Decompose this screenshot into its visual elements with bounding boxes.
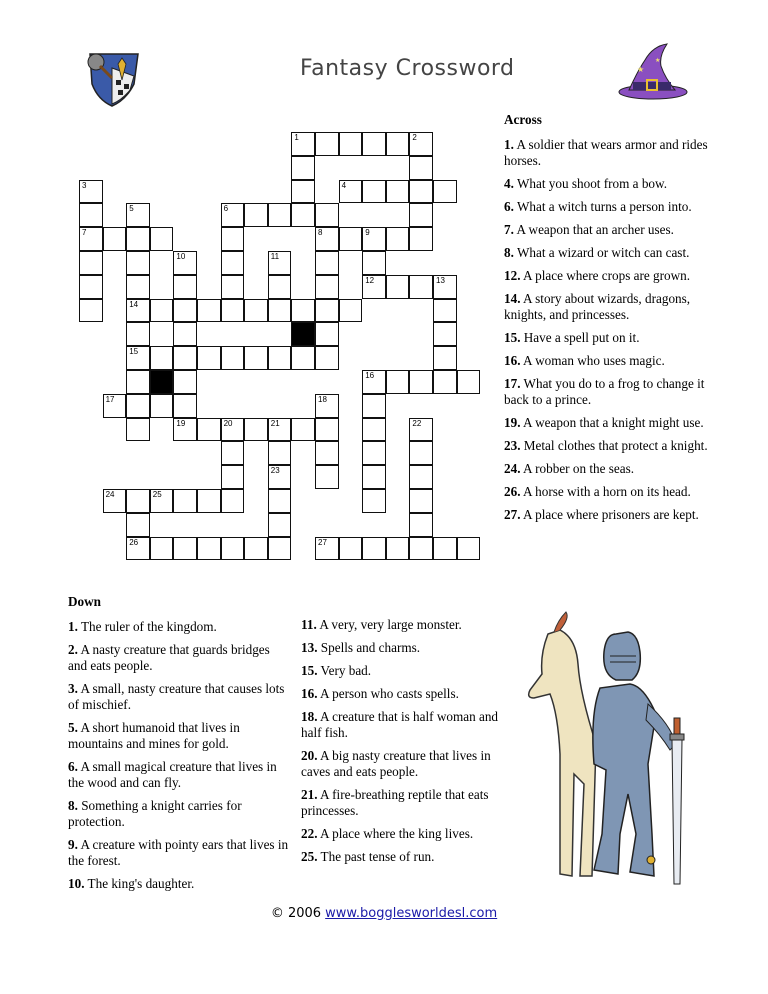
- cell-number: 4: [341, 180, 347, 190]
- clue-text: A weapon that a knight might use.: [520, 415, 704, 430]
- grid-cell[interactable]: [291, 156, 315, 180]
- clue-text: What you do to a frog to change it back to a prince.: [504, 376, 705, 407]
- grid-cell[interactable]: [103, 394, 127, 418]
- grid-cell[interactable]: [268, 489, 292, 513]
- clue-number: 16.: [504, 353, 521, 368]
- grid-cell[interactable]: [244, 346, 268, 370]
- grid-cell[interactable]: [150, 299, 174, 323]
- grid-cell[interactable]: [173, 370, 197, 394]
- clue-text: What a witch turns a person into.: [513, 199, 692, 214]
- grid-cell[interactable]: [339, 132, 363, 156]
- clue-text: A story about wizards, dragons, knights, and princesses.: [504, 291, 691, 322]
- grid-cell[interactable]: [433, 346, 457, 370]
- grid-cell[interactable]: [339, 227, 363, 251]
- grid-cell[interactable]: [409, 227, 433, 251]
- grid-cell[interactable]: [457, 537, 481, 561]
- clue-text: A creature that is half woman and half fish.: [301, 709, 499, 740]
- clue-number: 3.: [68, 681, 78, 696]
- page-title: Fantasy Crossword: [300, 56, 515, 81]
- clue-item: [301, 787, 513, 819]
- cell-number: 26: [129, 537, 139, 547]
- grid-cell[interactable]: [197, 346, 221, 370]
- grid-cell[interactable]: [221, 299, 245, 323]
- clue-text: The ruler of the kingdom.: [77, 619, 217, 634]
- grid-cell[interactable]: [362, 227, 386, 251]
- clue-item: [301, 826, 513, 842]
- grid-cell[interactable]: [362, 465, 386, 489]
- grid-cell[interactable]: [339, 537, 363, 561]
- across-clues: [504, 112, 714, 530]
- grid-cell[interactable]: [197, 299, 221, 323]
- clue-text: A place where prisoners are kept.: [520, 507, 699, 522]
- clue-number: 5.: [68, 720, 78, 735]
- grid-cell[interactable]: [409, 465, 433, 489]
- clue-item: [68, 759, 290, 791]
- grid-cell[interactable]: [457, 370, 481, 394]
- grid-cell[interactable]: [409, 132, 433, 156]
- grid-cell[interactable]: [221, 346, 245, 370]
- grid-cell[interactable]: [362, 441, 386, 465]
- grid-cell[interactable]: [221, 227, 245, 251]
- grid-cell[interactable]: [409, 275, 433, 299]
- clue-number: 2.: [68, 642, 78, 657]
- grid-cell[interactable]: [150, 346, 174, 370]
- grid-cell[interactable]: [126, 203, 150, 227]
- grid-cell[interactable]: [221, 275, 245, 299]
- grid-cell[interactable]: [386, 132, 410, 156]
- grid-cell[interactable]: [126, 513, 150, 537]
- clue-text: A big nasty creature that lives in caves and eats people.: [301, 748, 491, 779]
- clue-number: 22.: [301, 826, 318, 841]
- grid-cell[interactable]: [268, 418, 292, 442]
- cell-number: 3: [82, 180, 87, 190]
- clue-number: 8.: [504, 245, 514, 260]
- grid-cell[interactable]: [221, 465, 245, 489]
- grid-cell[interactable]: [173, 299, 197, 323]
- clue-text: Very bad.: [317, 663, 372, 678]
- grid-cell[interactable]: [315, 299, 339, 323]
- cell-number: 13: [436, 275, 445, 285]
- knight-illustration: [520, 594, 720, 894]
- clue-item: [504, 415, 714, 431]
- clue-text: The king's daughter.: [84, 876, 195, 891]
- grid-cell[interactable]: [150, 537, 174, 561]
- grid-cell[interactable]: [315, 465, 339, 489]
- cell-number: 18: [318, 394, 327, 404]
- clue-number: 15.: [504, 330, 521, 345]
- clue-text: A weapon that an archer uses.: [513, 222, 674, 237]
- clue-text: A nasty creature that guards bridges and eats people.: [68, 642, 270, 673]
- clue-text: A creature with pointy ears that lives in the forest.: [68, 837, 289, 868]
- cell-number: 15: [129, 347, 139, 357]
- grid-cell[interactable]: [126, 489, 150, 513]
- across-heading: Across: [504, 112, 542, 127]
- cell-number: 6: [223, 204, 229, 214]
- clue-number: 25.: [301, 849, 318, 864]
- grid-cell[interactable]: [244, 418, 268, 442]
- clue-item: [68, 720, 290, 752]
- clue-text: A woman who uses magic.: [520, 353, 665, 368]
- grid-cell[interactable]: [126, 370, 150, 394]
- grid-cell[interactable]: [291, 203, 315, 227]
- clue-text: What a wizard or witch can cast.: [513, 245, 690, 260]
- clue-text: A horse with a horn on its head.: [520, 484, 691, 499]
- cell-number: 2: [412, 133, 417, 142]
- clue-text: Have a spell put on it.: [520, 330, 640, 345]
- clue-text: Something a knight carries for protection.: [68, 798, 242, 829]
- cell-number: 10: [176, 252, 186, 261]
- cell-number: 17: [105, 394, 115, 404]
- clue-item: [504, 176, 714, 192]
- grid-cell[interactable]: [433, 322, 457, 346]
- svg-text:★: ★: [637, 65, 645, 74]
- grid-cell[interactable]: [362, 489, 386, 513]
- grid-cell[interactable]: [268, 441, 292, 465]
- grid-cell[interactable]: [126, 275, 150, 299]
- clue-item: [504, 461, 714, 477]
- cell-number: 1: [294, 133, 299, 142]
- clue-text: A place where crops are grown.: [520, 268, 691, 283]
- clue-number: 14.: [504, 291, 521, 306]
- cell-number: 8: [318, 228, 323, 238]
- clue-item: [301, 709, 513, 741]
- clue-item: [504, 245, 714, 261]
- grid-cell[interactable]: [339, 180, 363, 204]
- clue-item: [504, 137, 714, 169]
- clue-number: 9.: [68, 837, 78, 852]
- clue-item: [504, 268, 714, 284]
- clue-number: 13.: [301, 640, 318, 655]
- grid-cell[interactable]: [362, 537, 386, 561]
- clue-number: 26.: [504, 484, 521, 499]
- clue-item: [68, 642, 290, 674]
- grid-cell[interactable]: [173, 394, 197, 418]
- grid-cell[interactable]: [173, 346, 197, 370]
- clue-text: Metal clothes that protect a knight.: [520, 438, 708, 453]
- clue-number: 6.: [68, 759, 78, 774]
- clue-number: 27.: [504, 507, 521, 522]
- black-cell: [291, 322, 315, 346]
- clue-number: 18.: [301, 709, 318, 724]
- grid-cell[interactable]: [315, 275, 339, 299]
- grid-cell[interactable]: [291, 346, 315, 370]
- grid-cell[interactable]: [268, 251, 292, 275]
- grid-cell[interactable]: [126, 227, 150, 251]
- grid-cell[interactable]: [362, 251, 386, 275]
- clue-item: [504, 199, 714, 215]
- clue-item: [68, 681, 290, 713]
- grid-cell[interactable]: [315, 251, 339, 275]
- clue-item: [504, 376, 714, 408]
- grid-cell[interactable]: [409, 180, 433, 204]
- grid-cell[interactable]: [79, 275, 103, 299]
- cell-number: 25: [152, 490, 162, 499]
- clue-item: [68, 876, 290, 892]
- cell-number: 5: [129, 204, 134, 214]
- grid-cell[interactable]: [362, 394, 386, 418]
- grid-cell[interactable]: [433, 275, 457, 299]
- grid-cell[interactable]: [244, 299, 268, 323]
- down-clues-col2: [301, 617, 513, 872]
- grid-cell[interactable]: [173, 537, 197, 561]
- clue-text: A robber on the seas.: [520, 461, 635, 476]
- cell-number: 27: [318, 537, 327, 547]
- grid-cell[interactable]: [362, 132, 386, 156]
- grid-cell[interactable]: [362, 180, 386, 204]
- cell-number: 23: [270, 466, 280, 476]
- clue-item: [301, 686, 513, 702]
- grid-cell[interactable]: [315, 394, 339, 418]
- grid-cell[interactable]: [433, 299, 457, 323]
- grid-cell[interactable]: [362, 370, 386, 394]
- clue-item: [504, 291, 714, 323]
- website-link[interactable]: www.bogglesworldesl.com: [325, 906, 498, 921]
- grid-cell[interactable]: [197, 418, 221, 442]
- grid-cell[interactable]: [291, 418, 315, 442]
- grid-cell[interactable]: [386, 275, 410, 299]
- grid-cell[interactable]: [173, 489, 197, 513]
- clue-item: [301, 640, 513, 656]
- clue-text: A soldier that wears armor and rides horses.: [504, 137, 708, 168]
- grid-cell[interactable]: [291, 299, 315, 323]
- grid-cell[interactable]: [268, 465, 292, 489]
- svg-text:★: ★: [655, 58, 661, 64]
- grid-cell[interactable]: [433, 180, 457, 204]
- copyright-text: © 2006: [270, 906, 326, 921]
- grid-cell[interactable]: [315, 441, 339, 465]
- cell-number: 20: [223, 418, 233, 428]
- grid-cell[interactable]: [315, 203, 339, 227]
- grid-cell[interactable]: [409, 156, 433, 180]
- clue-text: The past tense of run.: [317, 849, 435, 864]
- clue-number: 10.: [68, 876, 85, 891]
- cell-number: 24: [105, 490, 115, 499]
- grid-cell[interactable]: [244, 203, 268, 227]
- grid-cell[interactable]: [409, 441, 433, 465]
- grid-cell[interactable]: [150, 394, 174, 418]
- grid-cell[interactable]: [409, 418, 433, 442]
- grid-cell[interactable]: [221, 203, 245, 227]
- grid-cell[interactable]: [221, 537, 245, 561]
- grid-cell[interactable]: [409, 203, 433, 227]
- grid-cell[interactable]: [79, 251, 103, 275]
- clue-item: [68, 837, 290, 869]
- grid-cell[interactable]: [291, 180, 315, 204]
- grid-cell[interactable]: [362, 275, 386, 299]
- cell-number: 11: [270, 252, 280, 261]
- grid-cell[interactable]: [409, 537, 433, 561]
- grid-cell[interactable]: [268, 513, 292, 537]
- grid-cell[interactable]: [79, 203, 103, 227]
- clue-number: 16.: [301, 686, 318, 701]
- clue-text: What you shoot from a bow.: [513, 176, 667, 191]
- grid-cell[interactable]: [221, 489, 245, 513]
- grid-cell[interactable]: [362, 418, 386, 442]
- grid-cell[interactable]: [268, 275, 292, 299]
- clue-number: 23.: [504, 438, 521, 453]
- clue-item: [301, 663, 513, 679]
- grid-cell[interactable]: [173, 251, 197, 275]
- grid-cell[interactable]: [221, 418, 245, 442]
- grid-cell[interactable]: [409, 370, 433, 394]
- footer: [0, 906, 768, 921]
- grid-cell[interactable]: [315, 132, 339, 156]
- clue-number: 11.: [301, 617, 317, 632]
- grid-cell[interactable]: [386, 227, 410, 251]
- clue-text: A small magical creature that lives in the wood and can fly.: [68, 759, 277, 790]
- clue-text: A short humanoid that lives in mountains and mines for gold.: [68, 720, 240, 751]
- grid-cell[interactable]: [268, 346, 292, 370]
- clue-number: 7.: [504, 222, 514, 237]
- clue-item: [301, 617, 513, 633]
- cell-number: 21: [270, 418, 280, 428]
- grid-cell[interactable]: [150, 489, 174, 513]
- black-cell: [150, 370, 174, 394]
- grid-cell[interactable]: [409, 513, 433, 537]
- clue-text: A fire-breathing reptile that eats princesses.: [301, 787, 489, 818]
- grid-cell[interactable]: [315, 418, 339, 442]
- grid-cell[interactable]: [268, 537, 292, 561]
- cell-number: 19: [176, 418, 186, 428]
- grid-cell[interactable]: [315, 537, 339, 561]
- grid-cell[interactable]: [126, 251, 150, 275]
- grid-cell[interactable]: [386, 180, 410, 204]
- cell-number: 22: [412, 418, 422, 428]
- down-heading: Down: [68, 594, 101, 609]
- grid-cell[interactable]: [126, 537, 150, 561]
- grid-cell[interactable]: [315, 346, 339, 370]
- clue-text: A place where the king lives.: [317, 826, 474, 841]
- clue-item: [504, 330, 714, 346]
- grid-cell[interactable]: [197, 489, 221, 513]
- clue-item: [68, 798, 290, 830]
- grid-cell[interactable]: [173, 418, 197, 442]
- clue-number: 6.: [504, 199, 514, 214]
- grid-cell[interactable]: [173, 275, 197, 299]
- clue-item: [301, 748, 513, 780]
- clue-item: [68, 619, 290, 635]
- clue-item: [504, 438, 714, 454]
- clue-number: 15.: [301, 663, 318, 678]
- cell-number: 7: [82, 228, 87, 238]
- grid-cell[interactable]: [339, 299, 363, 323]
- clue-number: 1.: [504, 137, 514, 152]
- clue-number: 21.: [301, 787, 318, 802]
- grid-cell[interactable]: [315, 227, 339, 251]
- clue-number: 1.: [68, 619, 78, 634]
- grid-cell[interactable]: [386, 537, 410, 561]
- grid-cell[interactable]: [79, 299, 103, 323]
- grid-cell[interactable]: [268, 203, 292, 227]
- grid-cell[interactable]: [386, 370, 410, 394]
- grid-cell[interactable]: [221, 251, 245, 275]
- grid-cell[interactable]: [150, 227, 174, 251]
- clue-text: A small, nasty creature that causes lots of mischief.: [68, 681, 285, 712]
- clue-item: [504, 507, 714, 523]
- grid-cell[interactable]: [291, 132, 315, 156]
- grid-cell[interactable]: [315, 322, 339, 346]
- cell-number: 12: [365, 275, 375, 285]
- grid-cell[interactable]: [126, 299, 150, 323]
- clue-number: 17.: [504, 376, 521, 391]
- grid-cell[interactable]: [126, 418, 150, 442]
- clue-text: Spells and charms.: [317, 640, 421, 655]
- grid-cell[interactable]: [268, 299, 292, 323]
- grid-cell[interactable]: [433, 370, 457, 394]
- clue-number: 4.: [504, 176, 514, 191]
- grid-cell[interactable]: [409, 489, 433, 513]
- clue-number: 24.: [504, 461, 521, 476]
- clue-number: 12.: [504, 268, 521, 283]
- grid-cell[interactable]: [79, 227, 103, 251]
- grid-cell[interactable]: [197, 537, 221, 561]
- clue-text: A person who casts spells.: [317, 686, 459, 701]
- cell-number: 16: [365, 371, 375, 380]
- clue-number: 19.: [504, 415, 521, 430]
- grid-cell[interactable]: [79, 180, 103, 204]
- clue-text: A very, very large monster.: [316, 617, 462, 632]
- grid-cell[interactable]: [103, 227, 127, 251]
- clue-number: 20.: [301, 748, 318, 763]
- clue-item: [504, 353, 714, 369]
- grid-cell[interactable]: [221, 441, 245, 465]
- grid-cell[interactable]: [103, 489, 127, 513]
- down-clues-col1: [68, 594, 290, 899]
- clue-item: [301, 849, 513, 865]
- clue-number: 8.: [68, 798, 78, 813]
- clue-item: [504, 484, 714, 500]
- clue-item: [504, 222, 714, 238]
- grid-cell[interactable]: [244, 537, 268, 561]
- grid-cell[interactable]: [433, 537, 457, 561]
- grid-cell[interactable]: [173, 322, 197, 346]
- cell-number: 9: [365, 228, 370, 238]
- grid-cell[interactable]: [126, 322, 150, 346]
- grid-cell[interactable]: [126, 346, 150, 370]
- cell-number: 14: [129, 299, 139, 309]
- grid-cell[interactable]: [126, 394, 150, 418]
